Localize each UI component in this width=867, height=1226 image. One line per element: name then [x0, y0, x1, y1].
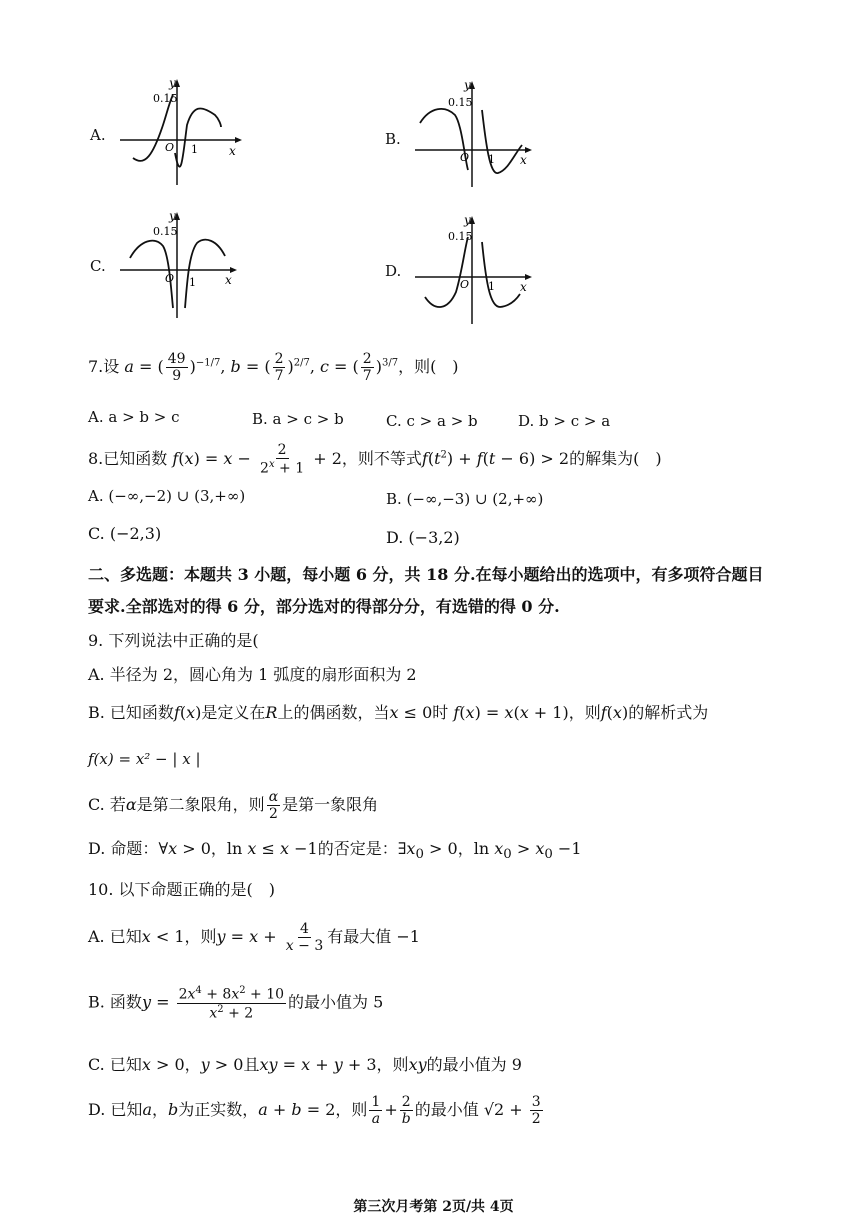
graph-b-label: B. [385, 130, 401, 148]
q7-option-a[interactable]: A. a > b > c [88, 408, 180, 426]
graph-b-origin: O [460, 151, 470, 164]
graph-b-x: x [520, 153, 527, 167]
q8-option-d[interactable]: D. (−3,2) [386, 528, 460, 547]
graph-c-xtick: 1 [189, 276, 196, 289]
graph-c-label: C. [90, 257, 106, 275]
q9-option-b[interactable]: B. 已知函数f(x)是定义在R上的偶函数，当x ≤ 0时 f(x) = x(x + 1)，则f(x)的解析式为 [88, 703, 709, 722]
graph-c [115, 208, 245, 323]
q8-option-a[interactable]: A. (−∞,−2) ∪ (3,+∞) [88, 487, 246, 505]
graph-b-xtick: 1 [488, 153, 495, 166]
q7-option-c[interactable]: C. c > a > b [386, 412, 478, 430]
q10-stem: 10. 以下命题正确的是( ) [88, 880, 276, 899]
graph-b-y: y [464, 78, 471, 92]
graph-a-y: y [169, 76, 176, 90]
q7-ask: ，则( ) [398, 357, 459, 376]
q7-number: 7. [88, 357, 104, 376]
graph-d-origin: O [460, 278, 470, 291]
q10-option-d[interactable]: D. 已知a，b为正实数，a + b = 2，则 $\frac{1}{a}$ + $\frac{2}{b}$ 的最小值 √2 + $\frac{3}{2}$ [88, 1094, 541, 1127]
graph-a-xtick: 1 [191, 143, 198, 156]
q7-option-d[interactable]: D. b > c > a [518, 412, 611, 430]
q8-middle: ，则不等式 [341, 448, 422, 468]
graph-d-xtick: 1 [488, 280, 495, 293]
q10-option-a[interactable]: A. 已知x < 1，则y = x + $\frac{4}{x - 3}$ 有最大值 −1 [88, 921, 420, 954]
graph-c-origin: O [165, 272, 175, 285]
graph-d [410, 212, 540, 327]
graph-a-ytick: 0.15 [153, 92, 178, 105]
section-2-line-2: 要求.全部选对的得 6 分，部分选对的得部分分，有选错的得 0 分. [88, 597, 560, 616]
section-2-line-1: 二、多选题：本题共 3 小题，每小题 6 分，共 18 分.在每小题给出的选项中，有多项符合题目 [88, 565, 764, 584]
q8-number: 8. [88, 448, 104, 468]
graph-d-x: x [520, 280, 527, 294]
q10-option-b[interactable]: B. 函数y = $\frac{2x^4 + 8x^2 + 10}{x^2 + 2}$ 的最小值为 5 [88, 985, 384, 1022]
q9-option-c[interactable]: C. 若α是第二象限角，则 $\frac{\alpha}{2}$ 是第一象限角 [88, 789, 379, 822]
graph-a [115, 75, 245, 190]
graph-a-x: x [229, 144, 236, 158]
q9-option-b-formula: f(x) = x² − | x | [88, 750, 201, 768]
question-8: 8.已知函数 f(x) = x − $\frac{2}{2^x + 1}$ + 2，则不等式$f(t^2) + f(t - 6) > 2$的解集为( ) [88, 442, 662, 477]
graph-c-x: x [225, 273, 232, 287]
graph-c-y: y [169, 209, 176, 223]
graph-b-ytick: 0.15 [448, 96, 473, 109]
q8-prefix: 已知函数 [103, 448, 168, 468]
graph-d-label: D. [385, 262, 402, 280]
q7-prefix: 设 [103, 357, 120, 376]
question-7: 7.设 a = ( $\frac{49}{9}$ )$^{-1/7}$, b = ( $\frac{2}{7}$ )$^{2/7}$, c = ( $\frac{2}{7}$ )$^{3/7}$，则( ) [88, 351, 459, 384]
q9-stem: 9. 下列说法中正确的是( [88, 631, 259, 650]
q9-option-a[interactable]: A. 半径为 2，圆心角为 1 弧度的扇形面积为 2 [88, 665, 417, 684]
graph-b [410, 75, 540, 190]
graph-d-y: y [464, 213, 471, 227]
q7-option-b[interactable]: B. a > c > b [252, 410, 344, 428]
graph-a-label: A. [90, 126, 106, 144]
graph-c-ytick: 0.15 [153, 225, 178, 238]
q8-option-b[interactable]: B. (−∞,−3) ∪ (2,+∞) [386, 490, 544, 508]
page-footer: 第三次月考第 2页/共 4页 [353, 1199, 514, 1215]
q8-option-c[interactable]: C. (−2,3) [88, 524, 162, 543]
graph-a-origin: O [165, 141, 175, 154]
q8-ask: 的解集为( ) [569, 448, 662, 468]
q10-option-c[interactable]: C. 已知x > 0，y > 0且xy = x + y + 3，则xy的最小值为 9 [88, 1055, 522, 1074]
graph-d-ytick: 0.15 [448, 230, 473, 243]
q9-option-d[interactable]: D. 命题：∀x > 0，ln x ≤ x −1的否定是：$\exists x_0 > 0$，$\ln x_0 > x_0 -1$ [88, 839, 582, 863]
